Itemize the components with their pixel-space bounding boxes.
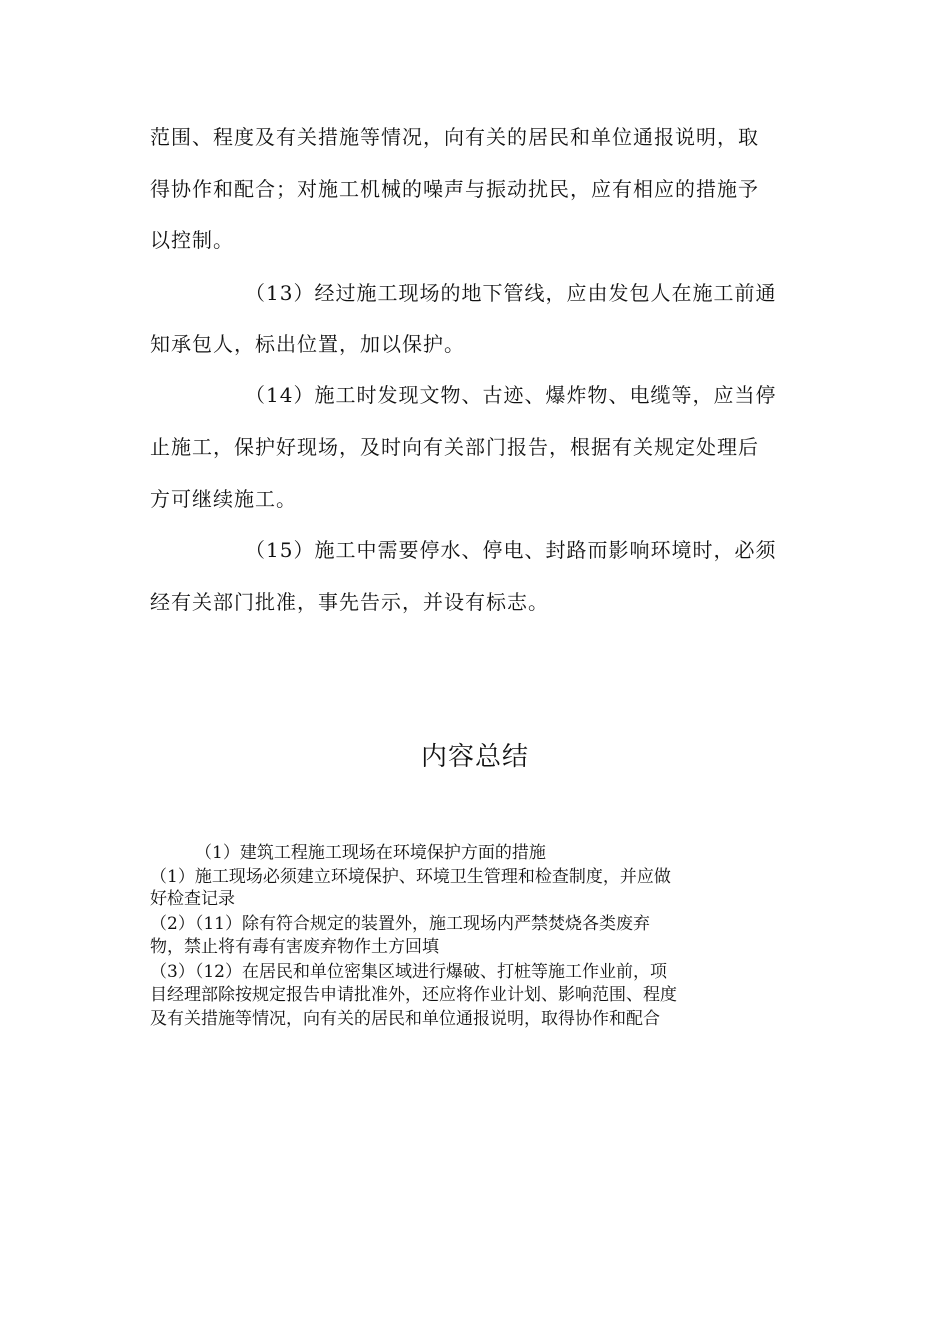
summary-title: 内容总结: [420, 742, 529, 772]
summary-line: （1）建筑工程施工现场在环境保护方面的措施: [195, 843, 546, 863]
summary-line: （3）（12）在居民和单位密集区域进行爆破、打桩等施工作业前，项: [150, 962, 667, 982]
body-line: （14）施工时发现文物、古迹、爆炸物、电缆等，应当停: [245, 383, 777, 407]
body-line: （15）施工中需要停水、停电、封路而影响环境时，必须: [245, 538, 777, 562]
body-line: 经有关部门批准，事先告示，并设有标志。: [150, 590, 549, 614]
summary-line: （1）施工现场必须建立环境保护、环境卫生管理和检查制度，并应做: [150, 867, 671, 887]
body-line: 方可继续施工。: [150, 487, 297, 511]
body-line: 范围、程度及有关措施等情况，向有关的居民和单位通报说明，取: [150, 125, 759, 149]
body-line: 以控制。: [150, 228, 234, 252]
body-line: 知承包人，标出位置，加以保护。: [150, 332, 465, 356]
body-line: 止施工，保护好现场，及时向有关部门报告，根据有关规定处理后: [150, 435, 759, 459]
body-line: 得协作和配合；对施工机械的噪声与振动扰民，应有相应的措施予: [150, 177, 759, 201]
body-line: （13）经过施工现场的地下管线，应由发包人在施工前通: [245, 281, 777, 305]
summary-line: （2）（11）除有符合规定的装置外，施工现场内严禁焚烧各类废弃: [150, 914, 650, 934]
summary-line: 目经理部除按规定报告申请批准外，还应将作业计划、影响范围、程度: [150, 985, 677, 1005]
summary-line: 好检查记录: [150, 889, 235, 909]
summary-line: 物，禁止将有毒有害废弃物作土方回填: [150, 937, 439, 957]
summary-line: 及有关措施等情况，向有关的居民和单位通报说明，取得协作和配合: [150, 1009, 660, 1029]
